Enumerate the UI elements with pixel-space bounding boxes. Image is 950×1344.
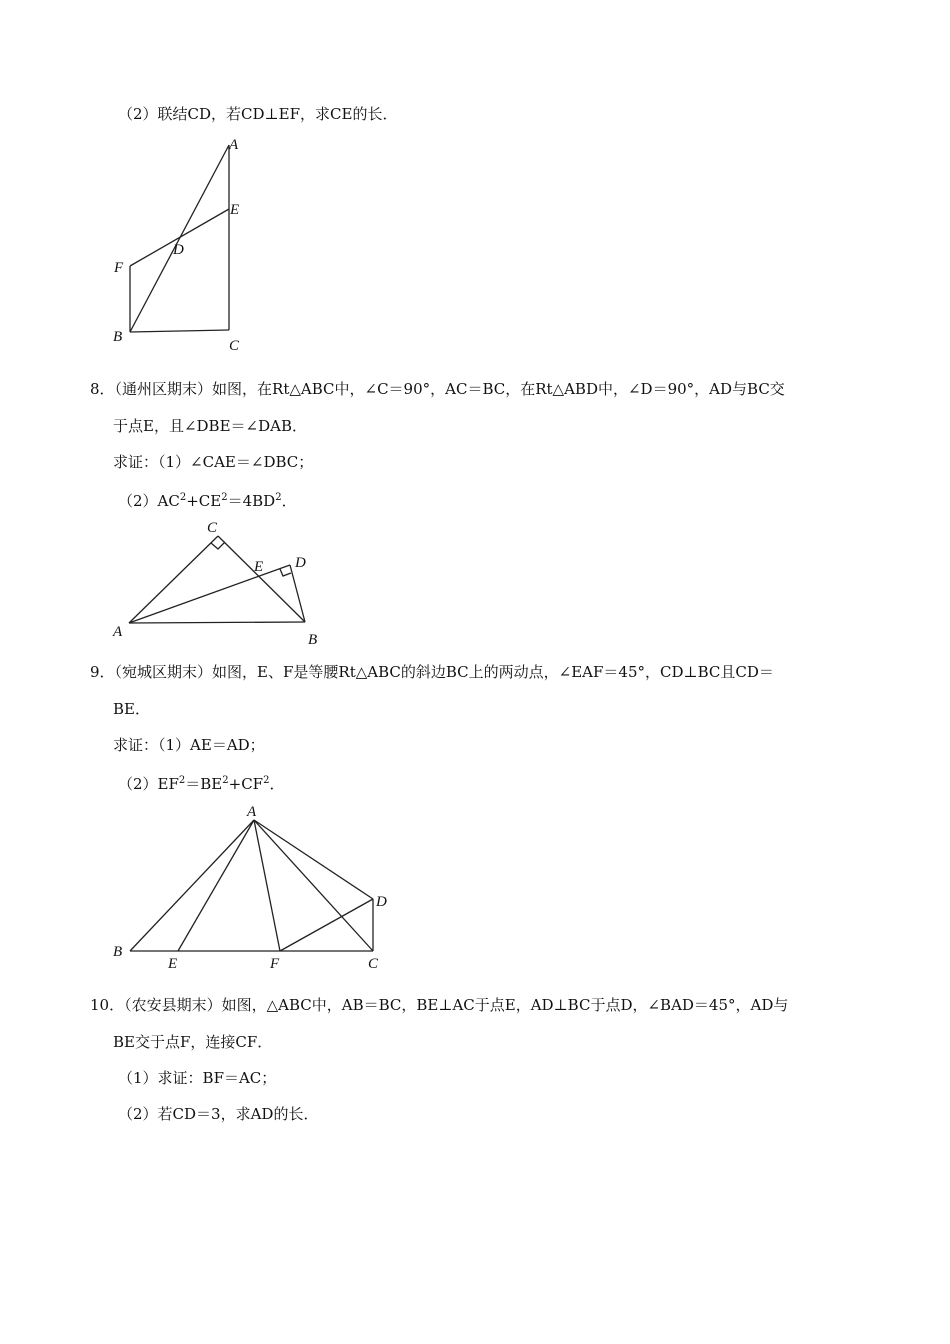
q8-label-E: E [254, 559, 264, 575]
q8-line-CB [218, 536, 305, 622]
q9-label-C: C [368, 956, 379, 972]
q9-line-AF [254, 820, 280, 951]
q9-label-A: A [247, 804, 257, 820]
q8-line-DB [290, 565, 305, 622]
q9-line2: BE． [113, 700, 150, 718]
q7-figure [110, 135, 250, 355]
q8-line-AC [129, 536, 218, 623]
q10-line3: （1）求证：BF＝AC； [118, 1069, 277, 1087]
q8-line2: 于点E，且∠DBE＝∠DAB． [113, 417, 307, 435]
q10-line1: 10．（农安县期末）如图，△ABC中，AB＝BC，BE⊥AC于点E，AD⊥BC于点D，∠BAD＝45°，AD与 [90, 996, 789, 1014]
q9-line-AB [130, 820, 254, 951]
q10-line2: BE交于点F，连接CF． [113, 1033, 273, 1051]
q8-line4: $(2)AC^2+CE^2=4BD^2$． [118, 492, 297, 510]
q8-right-angle-D [280, 569, 291, 576]
q7-label-D: D [173, 242, 184, 258]
q8-figure [110, 518, 330, 648]
q8-line3: 求证：（1）∠CAE＝∠DBC； [113, 453, 314, 471]
q9-line1: 9．（宛城区期末）如图，E、F是等腰Rt△ABC的斜边BC上的两动点，∠EAF＝45°，CD⊥BC且CD＝ [90, 663, 774, 681]
q9-line-FD [280, 899, 373, 951]
q7-label-E: E [230, 202, 240, 218]
q8-right-angle-C [211, 542, 225, 549]
q7-line-AB [130, 145, 229, 332]
q9-line3: 求证：（1）AE＝AD； [113, 736, 265, 754]
q8-line-AD [129, 565, 290, 623]
q9-line4: $(2)EF^2=BE^2+CF^2$． [118, 775, 285, 793]
q9-label-F: F [270, 956, 280, 972]
q8-label-B: B [308, 632, 318, 648]
q8-label-A: A [113, 624, 123, 640]
q7-label-A: A [229, 137, 239, 153]
q9-label-B: B [113, 944, 123, 960]
q8-label-C: C [207, 520, 218, 536]
q9-label-D: D [376, 894, 387, 910]
q7-part2-text: （2）联结CD，若CD⊥EF，求CE的长． [118, 105, 398, 123]
q7-line-BC [130, 330, 229, 332]
q9-line-AE [178, 820, 254, 951]
q8-line-AB [129, 622, 305, 623]
q9-line-AD [254, 820, 373, 899]
q9-line-AC [254, 820, 373, 951]
q7-label-F: F [114, 260, 124, 276]
q9-label-E: E [168, 956, 178, 972]
q7-label-B: B [113, 329, 123, 345]
q9-figure [110, 800, 410, 980]
q7-label-C: C [229, 338, 240, 354]
q8-line1: 8．（通州区期末）如图，在Rt△ABC中，∠C＝90°，AC＝BC，在Rt△ABD中，∠D＝90°，AD与BC交 [90, 380, 785, 398]
q8-label-D: D [295, 555, 306, 571]
q10-line4: （2）若CD＝3，求AD的长． [118, 1105, 319, 1123]
